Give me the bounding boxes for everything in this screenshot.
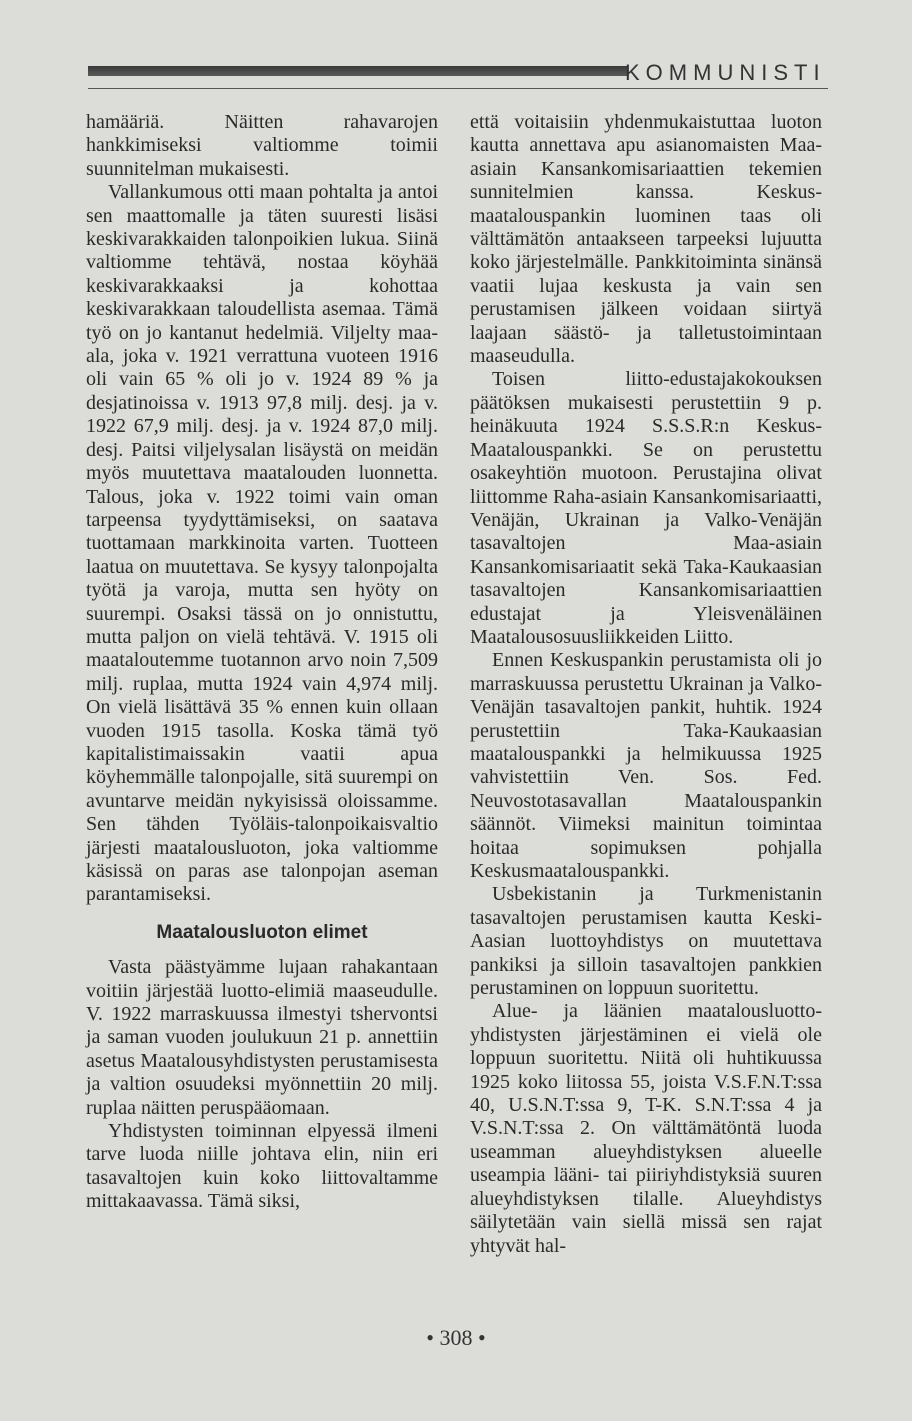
page-number: • 308 • xyxy=(426,1325,486,1350)
right-paragraph-5: Alue- ja läänien maatalousluotto-yhdistysten järjestäminen ei vielä ole loppuun suoritettu. Niitä oli huhtikuussa 1925 koko liitossa 55, joista V.S.F.N.T:ssa 40, U.S.N.T:ssa 9, T-K. S.N.T:ssa 4 ja V.S.N.T:ssa 2. On välttämätöntä luoda useamman alueyhdistyksen alueelle useampia lääni- tai piiriyhdistyksiä suuren alueyhdistyksen tilalle. Alueyhdistys säilytetään vain siellä missä sen rajat yhtyvät hal- xyxy=(470,1000,822,1257)
left-paragraph-1: hamääriä. Näitten rahavarojen hankkimiseksi valtiomme toimii suunnitelman mukaisesti. xyxy=(86,111,438,180)
running-head: KOMMUNISTI xyxy=(625,60,826,85)
left-column xyxy=(86,111,438,1214)
section-heading: Maatalousluoton elimet xyxy=(156,921,368,943)
header-rule-thin xyxy=(88,88,828,89)
left-paragraph-4: Yhdistysten toiminnan elpyessä ilmeni tarve luoda niille johtava elin, niin eri tasavaltojen kuin koko liittovaltamme mittakaavassa. Tämä siksi, xyxy=(86,1120,438,1213)
header-rule xyxy=(88,66,628,76)
left-paragraph-3: Vasta päästyämme lujaan rahakantaan voitiin järjestää luotto-elimiä maaseudulle. V. 1922 marraskuussa ilmestyi tshervontsi ja saman vuoden joulukuun 21 p. annettiin asetus Maatalousyhdistysten perustamisesta ja valtion osuudeksi myönnettiin 20 milj. ruplaa näitten peruspääomaan. xyxy=(86,956,438,1119)
right-paragraph-3: Ennen Keskuspankin perustamista oli jo marraskuussa perustettu Ukrainan ja Valko-Venäjän tasavaltojen pankit, huhtik. 1924 perustettiin Taka-Kaukaasian maatalouspankki ja helmikuussa 1925 vahvistettiin Ven. Sos. Fed. Neuvostotasavallan Maatalouspankin säännöt. Viimeksi mainitun toimintaa hoitaa sopimuksen pohjalla Keskusmaatalouspankki. xyxy=(470,649,822,882)
left-paragraph-2: Vallankumous otti maan pohtalta ja antoi sen maattomalle ja täten suuresti lisäsi keskivarakkaiden talonpoikien lukua. Siinä valtiomme tehtävä, nostaa köyhää keskivarakkaaksi ja kohottaa keskivarakkaan taloudellista asemaa. Tämä työ on jo kantanut hedelmiä. Viljelty maa-ala, joka v. 1921 verrattuna vuoteen 1916 oli vain 65 % oli jo v. 1924 89 % ja desjatinoissa v. 1913 97,8 milj. desj. ja v. 1922 67,9 milj. desj. ja v. 1924 87,0 milj. desj. Paitsi viljelysalan lisäystä on meidän myös muutettava maatalouden luonnetta. Talous, joka v. 1922 toimi vain oman tarpeensa tyydyttämiseksi, on saatava tuottamaan markkinoita varten. Tuotteen laatua on muutettava. Se kysyy talonpojalta työtä ja varoja, mutta sen hyöty on suurempi. Osaksi tässä on jo onnistuttu, mutta paljon on vielä tehtävä. V. 1915 oli maataloutemme tuotannon arvo noin 7,509 milj. ruplaa, mutta 1924 vain 4,974 milj. On vielä lisättävä 35 % ennen kuin ollaan vuoden 1915 tasolla. Koska tämä työ kapitalistimaissakin vaatii apua köyhemmälle talonpojalle, sitä suurempi on avuntarve meidän nykyisissä oloissamme. Sen tähden Työläis-talonpoikaisvaltio järjesti maatalousluoton, joka valtiomme käsissä on paras ase talonpojan aseman parantamiseksi. xyxy=(86,181,438,906)
right-column xyxy=(470,111,822,1258)
right-paragraph-2: Toisen liitto-edustajakokouksen päätöksen mukaisesti perustettiin 9 p. heinäkuuta 1924 S.S.S.R:n Keskus-Maatalouspankki. Se on perustettu osakeyhtiön muotoon. Perustajina olivat liittomme Raha-asiain Kansankomisariaatti, Venäjän, Ukrainan ja Valko-Venäjän tasavaltojen Maa-asiain Kansankomisariaatit sekä Taka-Kaukaasian tasavaltojen Kansankomisariaattien edustajat ja Yleisvenäläinen Maatalousosuusliikkeiden Liitto. xyxy=(470,368,822,648)
right-paragraph-1: että voitaisiin yhdenmukaistuttaa luoton kautta annettava apu asianomaisten Maa-asiain Kansankomisariaattien tekemien sunnitelmien kanssa. Keskus-maatalouspankin luominen taas oli välttämätön antaakseen tarpeeksi lujuutta koko järjestelmälle. Pankkitoiminta sinänsä vaatii lujaa keskusta ja vain sen perustamisen jälkeen voidaan siirtyä laajaan säästö- ja talletustoimintaan maaseudulla. xyxy=(470,111,822,368)
right-paragraph-4: Usbekistanin ja Turkmenistanin tasavaltojen perustamisen kautta Keski-Aasian luottoyhdistys on muutettava pankiksi ja silloin tasavaltojen pankkien perustaminen on loppuun suoritettu. xyxy=(470,883,822,1000)
